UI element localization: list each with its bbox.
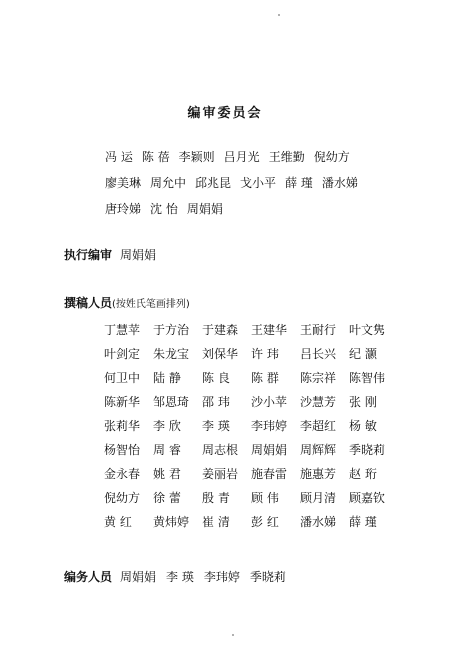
writer-name: 王建华 bbox=[251, 323, 288, 337]
writer-name: 陈 良 bbox=[202, 371, 230, 385]
scan-speck bbox=[232, 634, 234, 636]
scan-speck bbox=[278, 14, 280, 16]
writer-name: 施春雷 bbox=[251, 467, 288, 481]
staff-label: 编务人员 bbox=[64, 570, 113, 584]
writer-name: 姚 君 bbox=[153, 467, 181, 481]
writer-name: 季晓莉 bbox=[349, 443, 386, 457]
writer-name: 潘水娣 bbox=[300, 515, 337, 529]
page-title: 编审委员会 bbox=[187, 106, 263, 121]
staff-name: 李 瑛 bbox=[166, 570, 194, 584]
committee-row bbox=[105, 174, 367, 200]
committee-member: 王维勤 bbox=[268, 150, 305, 164]
committee-member: 邱兆昆 bbox=[195, 176, 232, 190]
writer-name: 黄炜婷 bbox=[153, 515, 190, 529]
committee-member: 陈 蓓 bbox=[141, 150, 170, 164]
committee-member: 薛 瑾 bbox=[285, 176, 313, 190]
committee-member: 戈小平 bbox=[240, 176, 277, 190]
writers-label: 撰稿人员 bbox=[64, 296, 113, 310]
writer-name: 于方治 bbox=[153, 323, 190, 337]
committee-member: 李颖则 bbox=[178, 150, 215, 164]
writer-name: 叶剑定 bbox=[104, 347, 141, 361]
writer-name: 倪幼方 bbox=[104, 491, 141, 505]
writer-name: 沙慧芳 bbox=[300, 395, 337, 409]
committee-member: 廖美琳 bbox=[105, 176, 142, 190]
writer-name: 陆 静 bbox=[153, 371, 181, 385]
staff-name: 周娟娟 bbox=[120, 570, 157, 584]
staff-name: 李玮婷 bbox=[203, 570, 240, 584]
committee-member: 冯 运 bbox=[105, 150, 133, 164]
writer-name: 顾月清 bbox=[300, 491, 337, 505]
writer-name: 李超红 bbox=[300, 419, 337, 433]
writer-name: 杨 敏 bbox=[349, 419, 377, 433]
writer-name: 吕长兴 bbox=[300, 347, 337, 361]
writer-name: 李 瑛 bbox=[202, 419, 230, 433]
executive-editor-label: 执行编审 bbox=[64, 248, 113, 262]
committee-member: 吕月光 bbox=[223, 150, 260, 164]
writer-name: 王耐行 bbox=[300, 323, 337, 337]
writer-name: 周志根 bbox=[202, 443, 239, 457]
writer-name: 赵 珩 bbox=[349, 467, 377, 481]
writer-name: 薛 瑾 bbox=[349, 515, 377, 529]
writer-name: 黄 红 bbox=[104, 515, 132, 529]
writer-name: 李玮婷 bbox=[251, 419, 288, 433]
committee-member: 周允中 bbox=[150, 176, 187, 190]
writer-name: 施惠芳 bbox=[300, 467, 337, 481]
committee-member: 周娟娟 bbox=[186, 202, 223, 216]
writer-name: 张莉华 bbox=[104, 419, 141, 433]
writer-name: 李 欣 bbox=[153, 419, 181, 433]
writers-grid bbox=[104, 318, 398, 534]
writer-name: 刘保华 bbox=[202, 347, 239, 361]
writer-name: 彭 红 bbox=[251, 515, 279, 529]
writers-section-heading bbox=[64, 294, 190, 311]
writer-name: 朱龙宝 bbox=[153, 347, 190, 361]
writer-name: 丁慧苹 bbox=[104, 323, 141, 337]
committee-member: 唐玲娣 bbox=[105, 202, 142, 216]
committee-row bbox=[105, 200, 367, 226]
writer-name: 金永春 bbox=[104, 467, 141, 481]
writer-name: 周娟娟 bbox=[251, 443, 288, 457]
writer-name: 邹恩琦 bbox=[153, 395, 190, 409]
committee-list bbox=[105, 148, 367, 226]
writers-note: (按姓氏笔画排列) bbox=[112, 299, 190, 310]
staff-name: 季晓莉 bbox=[249, 570, 286, 584]
committee-member: 沈 怡 bbox=[150, 202, 178, 216]
writer-name: 徐 蕾 bbox=[153, 491, 181, 505]
writer-name: 陈 群 bbox=[251, 371, 279, 385]
writer-name: 崔 清 bbox=[202, 515, 230, 529]
executive-editor-section bbox=[64, 246, 156, 263]
writer-name: 周 睿 bbox=[153, 443, 181, 457]
executive-editor-name: 周娟娟 bbox=[120, 248, 157, 262]
writer-name: 殷 青 bbox=[202, 491, 230, 505]
committee-member: 潘水娣 bbox=[321, 176, 358, 190]
writer-name: 于建森 bbox=[202, 323, 239, 337]
committee-row bbox=[105, 148, 367, 174]
writer-name: 邵 玮 bbox=[202, 395, 230, 409]
writer-name: 顾嘉钦 bbox=[349, 491, 386, 505]
staff-section bbox=[64, 568, 296, 585]
writer-name: 沙小苹 bbox=[251, 395, 288, 409]
writer-name: 陈宗祥 bbox=[300, 371, 337, 385]
committee-member: 倪幼方 bbox=[313, 150, 350, 164]
writer-name: 何卫中 bbox=[104, 371, 141, 385]
writer-name: 周辉辉 bbox=[300, 443, 337, 457]
writer-name: 张 刚 bbox=[349, 395, 377, 409]
writer-name: 顾 伟 bbox=[251, 491, 279, 505]
writer-name: 许 玮 bbox=[251, 347, 279, 361]
writer-name: 陈新华 bbox=[104, 395, 141, 409]
writer-name: 杨智怡 bbox=[104, 443, 141, 457]
writer-name: 姜丽岩 bbox=[202, 467, 239, 481]
writer-name: 叶文隽 bbox=[349, 323, 386, 337]
writer-name: 陈智伟 bbox=[349, 371, 386, 385]
writer-name: 纪 灏 bbox=[349, 347, 377, 361]
